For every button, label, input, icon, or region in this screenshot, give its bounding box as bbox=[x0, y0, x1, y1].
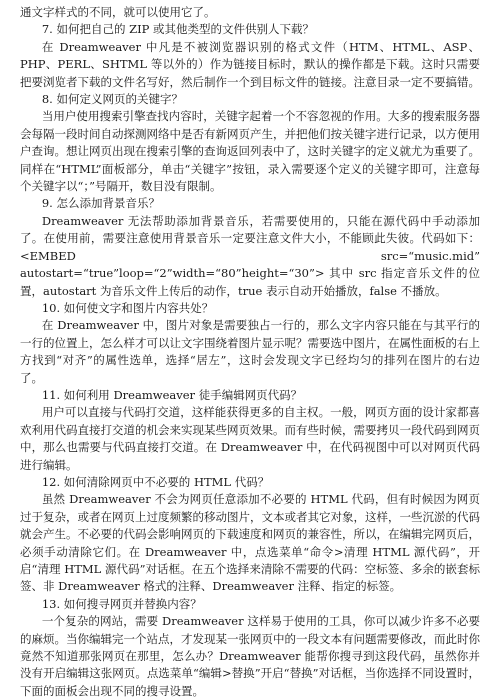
answer-9: Dreamweaver 无法帮助添加背景音乐，若需要使用的，只能在源代码中手动添加了。在使用前，需要注意使用背景音乐一定要注意文件大小，不能顾此失彼。代码如下：<EMBED src=“music.mid” autostart=“true”loop=“2”width=“80”height=“30”> 其中 src 指定音乐文件的位置，autostart 为音乐文件上传后的动作，true 表示自动开始播放，false 不播放。 bbox=[20, 213, 480, 298]
question-8: 8. 如何定义网页的关键字？ bbox=[41, 92, 183, 107]
lead-paragraph: 通文字样式的不同，就可以使用它了。 bbox=[20, 5, 216, 19]
answer-13: 一个复杂的网站，需要 Dreamweaver 这样易于使用的工具，你可以减少许多不必要的麻烦。当你编辑完一个站点，才发现某一张网页中的一段文本有问题需要修改，而此时你竟然不知道那张网页在那里，怎么办？Dreamweaver 能帮你搜寻到这段代码，虽然你并没有开启编辑这张网页。点选菜单“编辑>替换”开启“替换”对话框，当你选择不同设置时，下面的面板会出现不同的搜寻设置。 bbox=[20, 614, 480, 698]
document-content bbox=[20, 4, 480, 700]
question-7: 7. 如何把自己的 ZIP 或其他类型的文件供别人下载？ bbox=[41, 22, 315, 37]
question-11: 11. 如何利用 Dreamweaver 徒手编辑网页代码？ bbox=[41, 387, 303, 402]
question-13: 13. 如何搜寻网页并替换内容？ bbox=[41, 596, 202, 611]
answer-10: 在 Dreamweaver 中，图片对象是需要独占一行的，那么文字内容只能在与其平行的一行的位置上，怎么样才可以让文字围绕着图片显示呢？需要选中图片，在属性面板的右上方找到“对齐”的属性选单，选择“居左”，这时会发现文字已经均匀的排列在图片的右边了。 bbox=[20, 318, 480, 385]
question-12: 12. 如何清除网页中不必要的 HTML 代码？ bbox=[41, 474, 270, 489]
question-9: 9. 怎么添加背景音乐？ bbox=[41, 196, 160, 211]
answer-8: 当用户使用搜索引擎查找内容时，关键字起着一个不容忽视的作用。大多的搜索服务器会每隔一段时间自动探测网络中是否有新网页产生，并把他们按关键字进行记录，以方便用户查询。想让网页出现在搜索引擎的查询返回列表中了，这时关键字的定义就尤为重要了。同样在“HTML”面板部分，单击“关键字”按钮，录入需要逐个定义的关键字即可，注意每个关键字以“；”号隔开，数目没有限制。 bbox=[20, 109, 480, 194]
answer-7: 在 Dreamweaver 中凡是不被浏览器识别的格式文件（HTM、HTML、ASP、PHP、PERL、SHTML 等以外的）作为链接目标时，默认的操作都是下载。这时只需要把要浏览者下载的文件名写好，然后制作一个到目标文件的链接。注意目录一定不要搞错。 bbox=[20, 39, 480, 89]
question-10: 10. 如何使文字和图片内容共处？ bbox=[41, 300, 214, 315]
answer-12: 虽然 Dreamweaver 不会为网页任意添加不必要的 HTML 代码，但有时候因为网页过于复杂，或者在网页上过度频繁的移动图片，文本或者其它对象，这样，一些沉淤的代码就会产生。不必要的代码会影响网页的下载速度和网页的兼容性，所以，在编辑完网页后，必须手动清除它们。在 Dreamweaver 中，点选菜单“命令>清理 HTML 源代码”，开启“清理 HTML 源代码”对话框。在五个选择来清除不需要的代码：空标签、多余的嵌套标签、非 Dreamweaver 格式的注释、Dreamweaver 注释、指定的标签。 bbox=[20, 492, 480, 594]
answer-11: 用户可以直接与代码打交道，这样能获得更多的自主权。一般，网页方面的设计家都喜欢利用代码直接打交道的机会来实现某些网页效果。而有些时候，需要拷贝一段代码到网页中，那么也需要与代码直接打交道。在 Dreamweaver 中，在代码视图中可以对网页代码进行编辑。 bbox=[20, 405, 480, 472]
